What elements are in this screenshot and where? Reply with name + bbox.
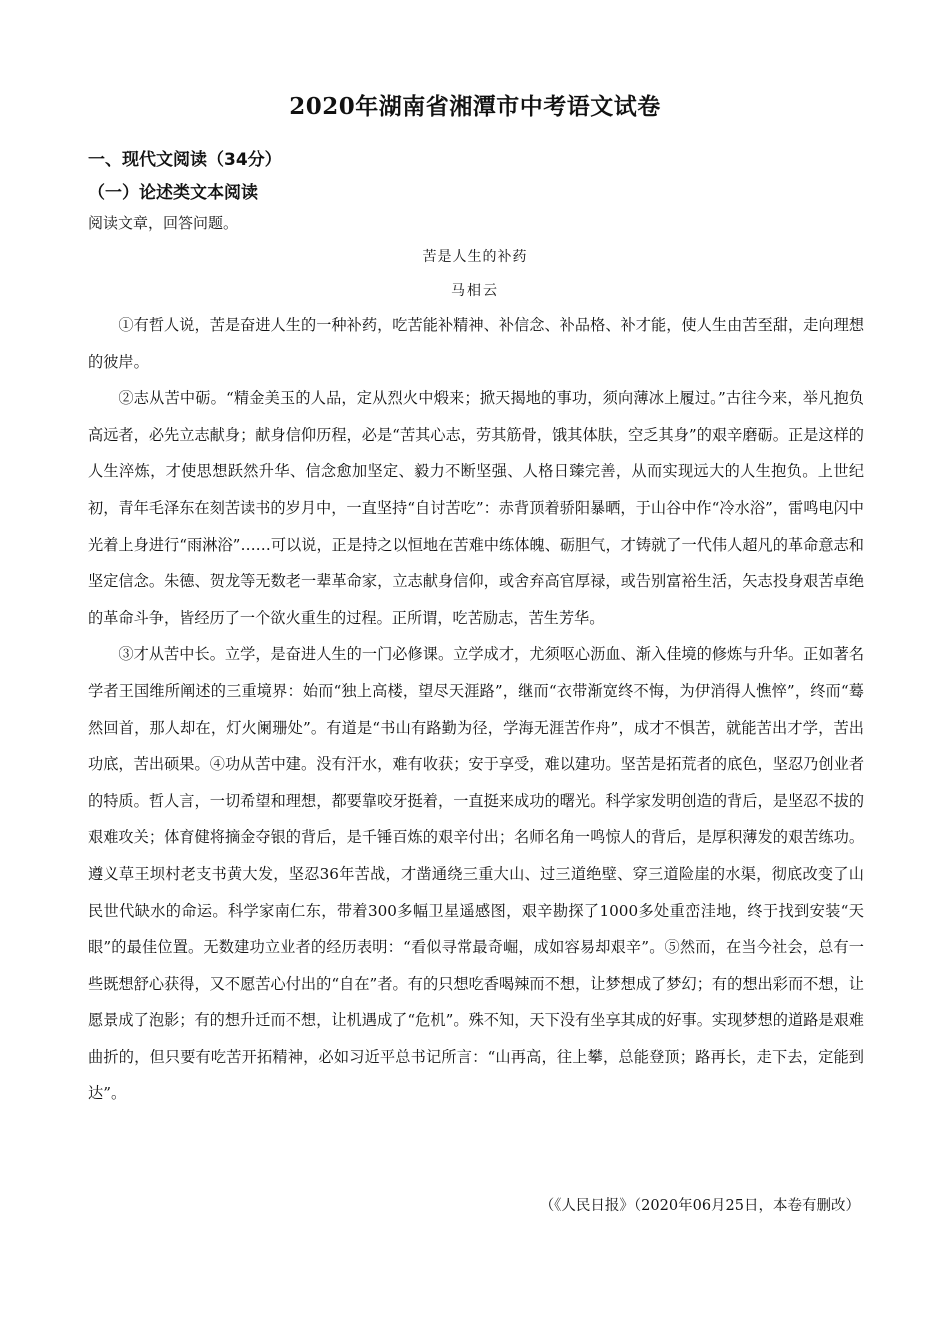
article-paragraph: ①有哲人说，苦是奋进人生的一种补药，吃苦能补精神、补信念、补品格、补才能，使人生由苦至甜，走向理想的彼岸。	[88, 316, 864, 371]
article-source: （《人民日报》（2020年06月25日，本卷有删改）	[539, 1198, 860, 1214]
exam-title: 2020年湖南省湘潭市中考语文试卷	[289, 93, 661, 120]
article-paragraph: ③才从苦中长。立学，是奋进人生的一门必修课。立学成才，尤须呕心沥血、渐入佳境的修炼与升华。正如著名学者王国维所阐述的三重境界：始而“独上高楼，望尽天涯路”，继而“衣带渐宽终不悔，为伊消得人憔悴”，终而“蓦然回首，那人却在，灯火阑珊处”。有道是“书山有路勤为径，学海无涯苦作舟”，成才不惧苦，就能苦出才学，苦出功底，苦出硕果。④功从苦中建。没有汗水，难有收获；安于享受，难以建功。坚苦是拓荒者的底色，坚忍乃创业者的特质。哲人言，一切希望和理想，都要靠咬牙挺着，一直挺来成功的曙光。科学家发明创造的背后，是坚忍不拔的艰难攻关；体育健将摘金夺银的背后，是千锤百炼的艰辛付出；名师名角一鸣惊人的背后，是厚积薄发的艰苦练功。遵义草王坝村老支书黄大发，坚忍36年苦战，才凿通绕三重大山、过三道绝壁、穿三道险崖的水渠，彻底改变了山民世代缺水的命运。科学家南仁东，带着300多幅卫星遥感图，艰辛勘探了1000多处重峦洼地，终于找到安装“天眼”的最佳位置。无数建功立业者的经历表明：“看似寻常最奇崛，成如容易却艰辛”。⑤然而，在当今社会，总有一些既想舒心获得，又不愿苦心付出的“自在”者。有的只想吃香喝辣而不想，让梦想成了梦幻；有的想出彩而不想，让愿景成了泡影；有的想升迁而不想，让机遇成了“危机”。殊不知，天下没有坐享其成的好事。实现梦想的道路是艰难曲折的，但只要有吃苦开拓精神，必如习近平总书记所言：“山再高，往上攀，总能登顶；路再长，走下去，定能到达”。	[88, 645, 864, 1103]
article-paragraph: ②志从苦中砺。“精金美玉的人品，定从烈火中煅来；掀天揭地的事功，须向薄冰上履过。”古往今来，举凡抱负高远者，必先立志献身；献身信仰历程，必是“苦其心志，劳其筋骨，饿其体肤，空乏其身”的艰辛磨砺。正是这样的人生淬炼，才使思想跃然升华、信念愈加坚定、毅力不断坚强、人格日臻完善，从而实现远大的人生抱负。上世纪初，青年毛泽东在刻苦读书的岁月中，一直坚持“自讨苦吃”：赤背顶着骄阳暴晒，于山谷中作“冷水浴”，雷鸣电闪中光着上身进行“雨淋浴”……可以说，正是持之以恒地在苦难中练体魄、砺胆气，才铸就了一代伟人超凡的革命意志和坚定信念。朱德、贺龙等无数老一辈革命家，立志献身信仰，或舍弃高官厚禄，或告别富裕生活，矢志投身艰苦卓绝的革命斗争，皆经历了一个欲火重生的过程。正所谓，吃苦励志，苦生芳华。	[88, 389, 864, 627]
subsection-heading: （一）论述类文本阅读	[88, 183, 258, 203]
section-heading: 一、现代文阅读（34分）	[88, 150, 282, 170]
article-body	[88, 307, 864, 1112]
article-title: 苦是人生的补药	[422, 249, 528, 265]
instruction-text: 阅读文章，回答问题。	[88, 214, 239, 232]
article-author: 马相云	[451, 283, 499, 299]
